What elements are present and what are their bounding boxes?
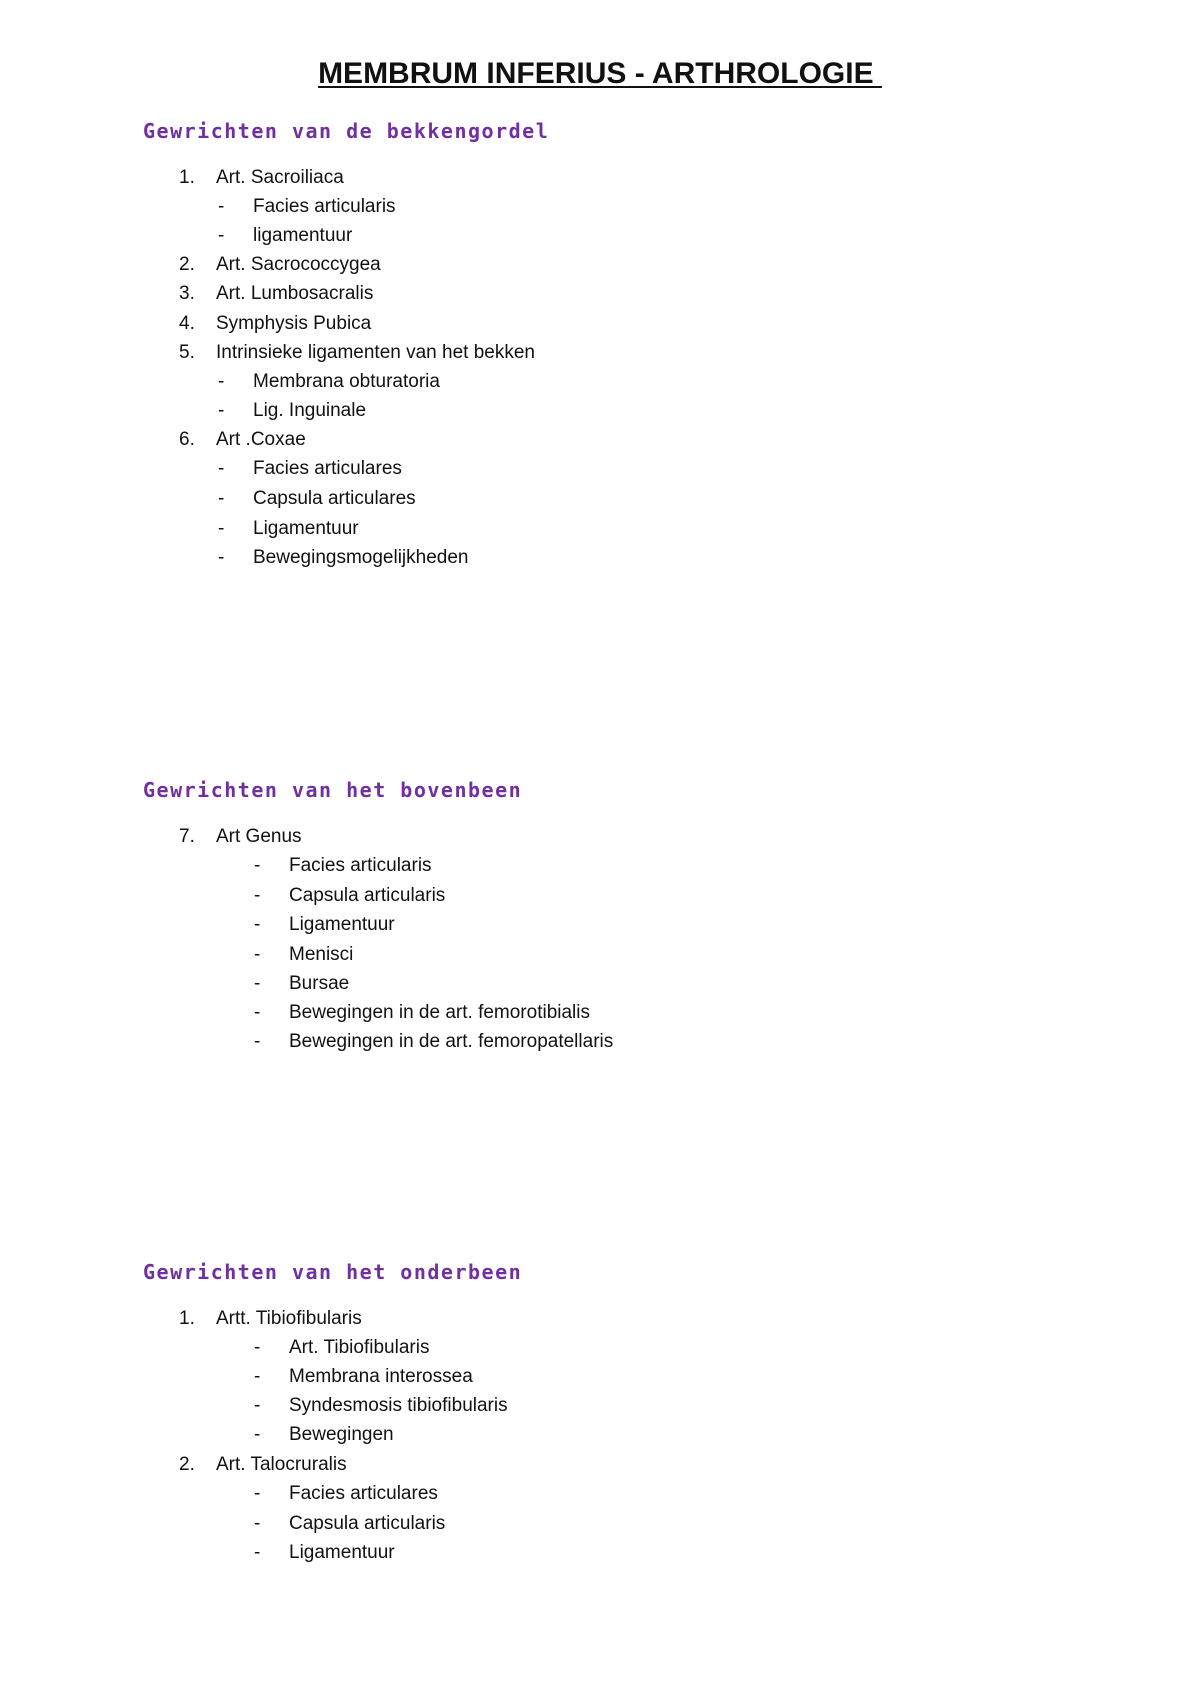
list-number: 3. [179,283,195,304]
section-heading-onderbeen: Gewrichten van het onderbeen [143,1260,523,1284]
sub-list-item: Facies articularis [253,196,396,217]
list-item: Art. Sacroiliaca [216,167,344,188]
bullet-dash: - [218,371,225,392]
bullet-dash: - [254,914,261,935]
list-number: 5. [179,342,195,363]
bullet-dash: - [218,458,225,479]
bullet-dash: - [218,547,225,568]
bullet-dash: - [254,855,261,876]
sub-list-item: Bewegingen in de art. femoropatellaris [289,1031,614,1052]
bullet-dash: - [218,518,225,539]
bullet-dash: - [254,885,261,906]
sub-list-item: Bewegingsmogelijkheden [253,547,469,568]
sub-list-item: Capsula articularis [289,1513,446,1534]
section-heading-bovenbeen: Gewrichten van het bovenbeen [143,778,523,802]
list-number: 2. [179,1454,195,1475]
document-title [0,56,1200,92]
sub-list-item: Facies articulares [289,1483,438,1504]
list-number: 1. [179,1308,195,1329]
sub-list-item: Bursae [289,973,350,994]
list-item: Art. Lumbosacralis [216,283,374,304]
bullet-dash: - [254,1483,261,1504]
bullet-dash: - [254,1366,261,1387]
bullet-dash: - [218,225,225,246]
sub-list-item: Bewegingen [289,1424,394,1445]
bullet-dash: - [254,1542,261,1563]
sub-list-item: Membrana obturatoria [253,371,440,392]
sub-list-item: Facies articulares [253,458,402,479]
list-number: 2. [179,254,195,275]
document-title-text: MEMBRUM INFERIUS - ARTHROLOGIE [318,57,882,90]
list-item: Art. Talocruralis [216,1454,347,1475]
bullet-dash: - [254,1002,261,1023]
sub-list-item: Ligamentuur [253,518,359,539]
list-item: Artt. Tibiofibularis [216,1308,362,1329]
list-item: Art .Coxae [216,429,306,450]
sub-list-item: Ligamentuur [289,914,395,935]
bullet-dash: - [254,1337,261,1358]
list-item: Art Genus [216,826,302,847]
list-number: 6. [179,429,195,450]
sub-list-item: Facies articularis [289,855,432,876]
list-number: 4. [179,313,195,334]
sub-list-item: Menisci [289,944,354,965]
bullet-dash: - [218,400,225,421]
list-item: Art. Sacrococcygea [216,254,381,275]
bullet-dash: - [254,1031,261,1052]
bullet-dash: - [254,1513,261,1534]
list-item: Intrinsieke ligamenten van het bekken [216,342,535,363]
bullet-dash: - [254,1424,261,1445]
bullet-dash: - [218,196,225,217]
section-heading-bekkengordel: Gewrichten van de bekkengordel [143,119,550,143]
sub-list-item: Bewegingen in de art. femorotibialis [289,1002,591,1023]
bullet-dash: - [254,973,261,994]
bullet-dash: - [254,1395,261,1416]
bullet-dash: - [254,944,261,965]
sub-list-item: Lig. Inguinale [253,400,367,421]
sub-list-item: Capsula articulares [253,488,416,509]
sub-list-item: Syndesmosis tibiofibularis [289,1395,508,1416]
list-item: Symphysis Pubica [216,313,372,334]
list-number: 7. [179,826,195,847]
sub-list-item: Membrana interossea [289,1366,473,1387]
list-number: 1. [179,167,195,188]
sub-list-item: Ligamentuur [289,1542,395,1563]
sub-list-item: ligamentuur [253,225,353,246]
sub-list-item: Capsula articularis [289,885,446,906]
sub-list-item: Art. Tibiofibularis [289,1337,430,1358]
bullet-dash: - [218,488,225,509]
